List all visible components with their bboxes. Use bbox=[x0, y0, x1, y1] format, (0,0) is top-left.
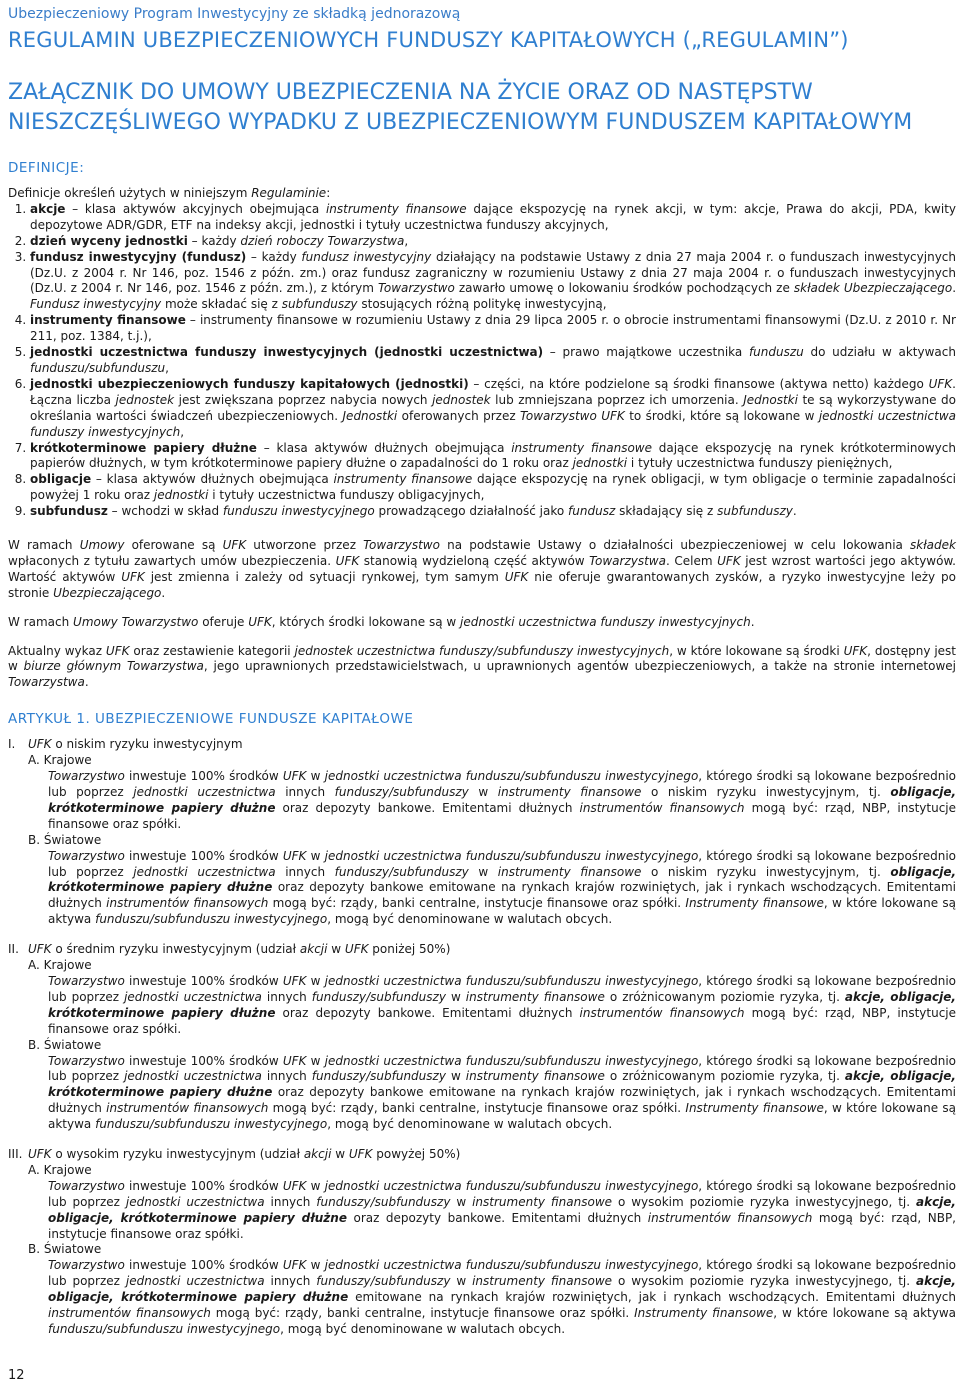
fund-section: I. UFK o niskim ryzyku inwestycyjnym A. Krajowe Towarzystwo inwestuje 100% środków UFK w jednostki uczestnictwa funduszu/subfunduszu inwestycyjnego, którego środki są lokowane bezpośrednio lub poprzez jednostki uczestnictwa innych funduszy/subfunduszy w instrumenty finansowe o niskim ryzyku inwestycyjnym, tj. obligacje, krótkoterminowe papiery dłużne oraz depozyty bankowe. Emitentami dłużnych instrumentów finansowych mogą być: rząd, NBP, instytucje finansowe oraz spółki. B. Światowe Towarzystwo inwestuje 100% środków UFK w jednostki uczestnictwa funduszu/subfunduszu inwestycyjnego, którego środki są lokowane bezpośrednio lub poprzez jednostki uczestnictwa innych funduszy/subfunduszy w instrumenty finansowe o niskim ryzyku inwestycyjnym, tj. obligacje, krótkoterminowe papiery dłużne oraz depozyty bankowe emitowane na rynkach krajów rozwiniętych, jak i rynkach wschodzących. Emitentami dłużnych instrumentów finansowych mogą być: rządy, banki centralne, instytucje finansowe oraz spółki. Instrumenty finansowe, w które lokowane są aktywa funduszu/subfunduszu inwestycyjnego, mogą być denominowane w walutach obcych. bbox=[8, 737, 957, 927]
definitions-heading: DEFINICJE: bbox=[8, 160, 85, 176]
paragraph: Aktualny wykaz UFK oraz zestawienie kategorii jednostek uczestnictwa funduszy/subfunduszy inwestycyjnych, w które lokowane są środki UFK, dostępny jest w biurze głównym Towarzystwa, jego uprawnionych przedstawicielstwach, u uprawnionych agentów ubezpieczeniowych, a także na stronie internetowej Towarzystwa. bbox=[8, 643, 956, 690]
definition-item: 5. jednostki uczestnictwa funduszy inwestycyjnych (jednostki uczestnictwa) – prawo majątkowe uczestnika funduszu do udziału w aktywach funduszu/subfunduszu, bbox=[30, 345, 956, 377]
definition-item: 1. akcje – klasa aktywów akcyjnych obejmująca instrumenty finansowe dające ekspozycję na rynek akcji, w tym: akcje, Prawa do akcji, PDA, kwity depozytowe ADR/GDR, ETF na indeksy akcji, jednostki i tytuły uczestnictwa funduszy akcyjnych, bbox=[30, 202, 956, 234]
definition-item: 6. jednostki ubezpieczeniowych funduszy kapitałowych (jednostki) – części, na które podzielone są środki finansowe (aktywa netto) każdego UFK. Łączna liczba jednostek jest zwiększana poprzez nabycia nowych jednostek lub zmniejszana poprzez ich umorzenia. Jednostki te są wykorzystywane do określania wartości świadczeń ubezpieczeniowych. Jednostki oferowanych przez Towarzystwo UFK to środki, które są lokowane w jednostki uczestnictwa funduszy inwestycyjnych, bbox=[30, 377, 956, 441]
regulation-title: REGULAMIN UBEZPIECZENIOWYCH FUNDUSZY KAPITAŁOWYCH („REGULAMIN”) bbox=[8, 28, 849, 52]
definition-item: 2. dzień wyceny jednostki – każdy dzień roboczy Towarzystwa, bbox=[30, 234, 956, 250]
paragraph: W ramach Umowy oferowane są UFK utworzone przez Towarzystwo na podstawie Ustawy o działalności ubezpieczeniowej w celu lokowania składek wpłaconych z tytułu zawartych umów ubezpieczenia. UFK stanowią wydzieloną część aktywów Towarzystwa. Celem UFK jest wzrost wartości jego aktywów. Wartość aktywów UFK jest zmienna i zależy od sytuacji rynkowej, tym samym UFK nie oferuje gwarantowanych zysków, a ryzyko inwestycyjne leży po stronie Ubezpieczającego. bbox=[8, 538, 956, 600]
page-number: 12 bbox=[8, 1368, 25, 1383]
document-page bbox=[8, 0, 956, 1338]
definition-item: 4. instrumenty finansowe – instrumenty finansowe w rozumieniu Ustawy z dnia 29 lipca 2005 r. o obrocie instrumentami finansowymi (Dz.U. z 2010 r. Nr 211, poz. 1384, t.j.), bbox=[30, 313, 956, 345]
article-heading: ARTYKUŁ 1. UBEZPIECZENIOWE FUNDUSZE KAPITAŁOWE bbox=[8, 711, 414, 728]
definition-item: 7. krótkoterminowe papiery dłużne – klasa aktywów dłużnych obejmująca instrumenty finansowe dające ekspozycję na rynek krótkoterminowych papierów dłużnych, w tym krótkoterminowe papiery dłużne o zapadalności do 1 roku oraz jednostki i tytuły uczestnictwa funduszy pieniężnych, bbox=[30, 441, 956, 473]
definitions-list bbox=[8, 202, 956, 520]
definition-item: 8. obligacje – klasa aktywów dłużnych obejmująca instrumenty finansowe dające ekspozycję na rynek obligacji, w tym obligacje o terminie zapadalności powyżej 1 roku oraz jednostki i tytuły uczestnictwa funduszy obligacyjnych, bbox=[30, 472, 956, 504]
definition-item: 3. fundusz inwestycyjny (fundusz) – każdy fundusz inwestycyjny działający na podstawie Ustawy z dnia 27 maja 2004 r. o funduszach inwestycyjnych (Dz.U. z 2004 r. Nr 146, poz. 1546 z późn. zm.) oraz fundusz zagraniczny w rozumieniu Ustawy z dnia 27 maja 2004 r. o funduszach inwestycyjnych (Dz.U. z 2004 r. Nr 146, poz. 1546 z późn. zm.), z którym Towarzystwo zawarło umowę o lokowaniu środków pochodzących ze składek Ubezpieczającego. Fundusz inwestycyjny może składać się z subfunduszy stosujących różną politykę inwestycyjną, bbox=[30, 250, 956, 314]
document-header: Ubezpieczeniowy Program Inwestycyjny ze składką jednorazową bbox=[8, 6, 461, 22]
fund-section: III. UFK o wysokim ryzyku inwestycyjnym (udział akcji w UFK powyżej 50%) A. Krajowe Towarzystwo inwestuje 100% środków UFK w jednostki uczestnictwa funduszu/subfunduszu inwestycyjnego, którego środki są lokowane bezpośrednio lub poprzez jednostki uczestnictwa innych funduszy/subfunduszy w instrumenty finansowe o wysokim poziomie ryzyka inwestycyjnego, tj. akcje, obligacje, krótkoterminowe papiery dłużne oraz depozyty bankowe. Emitentami dłużnych instrumentów finansowych mogą być: rząd, NBP, instytucje finansowe oraz spółki. B. Światowe Towarzystwo inwestuje 100% środków UFK w jednostki uczestnictwa funduszu/subfunduszu inwestycyjnego, którego środki są lokowane bezpośrednio lub poprzez jednostki uczestnictwa innych funduszy/subfunduszy w instrumenty finansowe o wysokim poziomie ryzyka inwestycyjnego, tj. akcje, obligacje, krótkoterminowe papiery dłużne emitowane na rynkach krajów rozwiniętych, jak i rynkach wschodzących. Emitentami dłużnych instrumentów finansowych mogą być: rządy, banki centralne, instytucje finansowe oraz spółki. Instrumenty finansowe, w które lokowane są aktywa funduszu/subfunduszu inwestycyjnego, mogą być denominowane w walutach obcych. bbox=[8, 1147, 957, 1336]
definition-item: 9. subfundusz – wchodzi w skład funduszu inwestycyjnego prowadzącego działalność jako fundusz składający się z subfunduszy. bbox=[30, 504, 956, 520]
annex-title: ZAŁĄCZNIK DO UMOWY UBEZPIECZENIA NA ŻYCIE ORAZ OD NASTĘPSTW NIESZCZĘŚLIWEGO WYPADKU Z UBEZPIECZENIOWYM FUNDUSZEM KAPITAŁOWYM bbox=[8, 80, 913, 135]
fund-section: II. UFK o średnim ryzyku inwestycyjnym (udział akcji w UFK poniżej 50%) A. Krajowe Towarzystwo inwestuje 100% środków UFK w jednostki uczestnictwa funduszu/subfunduszu inwestycyjnego, którego środki są lokowane bezpośrednio lub poprzez jednostki uczestnictwa innych funduszy/subfunduszy w instrumenty finansowe o zróżnicowanym poziomie ryzyka, tj. akcje, obligacje, krótkoterminowe papiery dłużne oraz depozyty bankowe. Emitentami dłużnych instrumentów finansowych mogą być: rząd, NBP, instytucje finansowe oraz spółki. B. Światowe Towarzystwo inwestuje 100% środków UFK w jednostki uczestnictwa funduszu/subfunduszu inwestycyjnego, którego środki są lokowane bezpośrednio lub poprzez jednostki uczestnictwa innych funduszy/subfunduszy w instrumenty finansowe o zróżnicowanym poziomie ryzyka, tj. akcje, obligacje, krótkoterminowe papiery dłużne oraz depozyty bankowe emitowane na rynkach krajów rozwiniętych, jak i rynkach wschodzących. Emitentami dłużnych instrumentów finansowych mogą być: rządy, banki centralne, instytucje finansowe oraz spółki. Instrumenty finansowe, w które lokowane są aktywa funduszu/subfunduszu inwestycyjnego, mogą być denominowane w walutach obcych. bbox=[8, 942, 957, 1132]
definitions-intro: Definicje określeń użytych w niniejszym Regulaminie: bbox=[8, 186, 331, 200]
paragraph: W ramach Umowy Towarzystwo oferuje UFK, których środki lokowane są w jednostki uczestnictwa funduszy inwestycyjnych. bbox=[8, 614, 755, 629]
